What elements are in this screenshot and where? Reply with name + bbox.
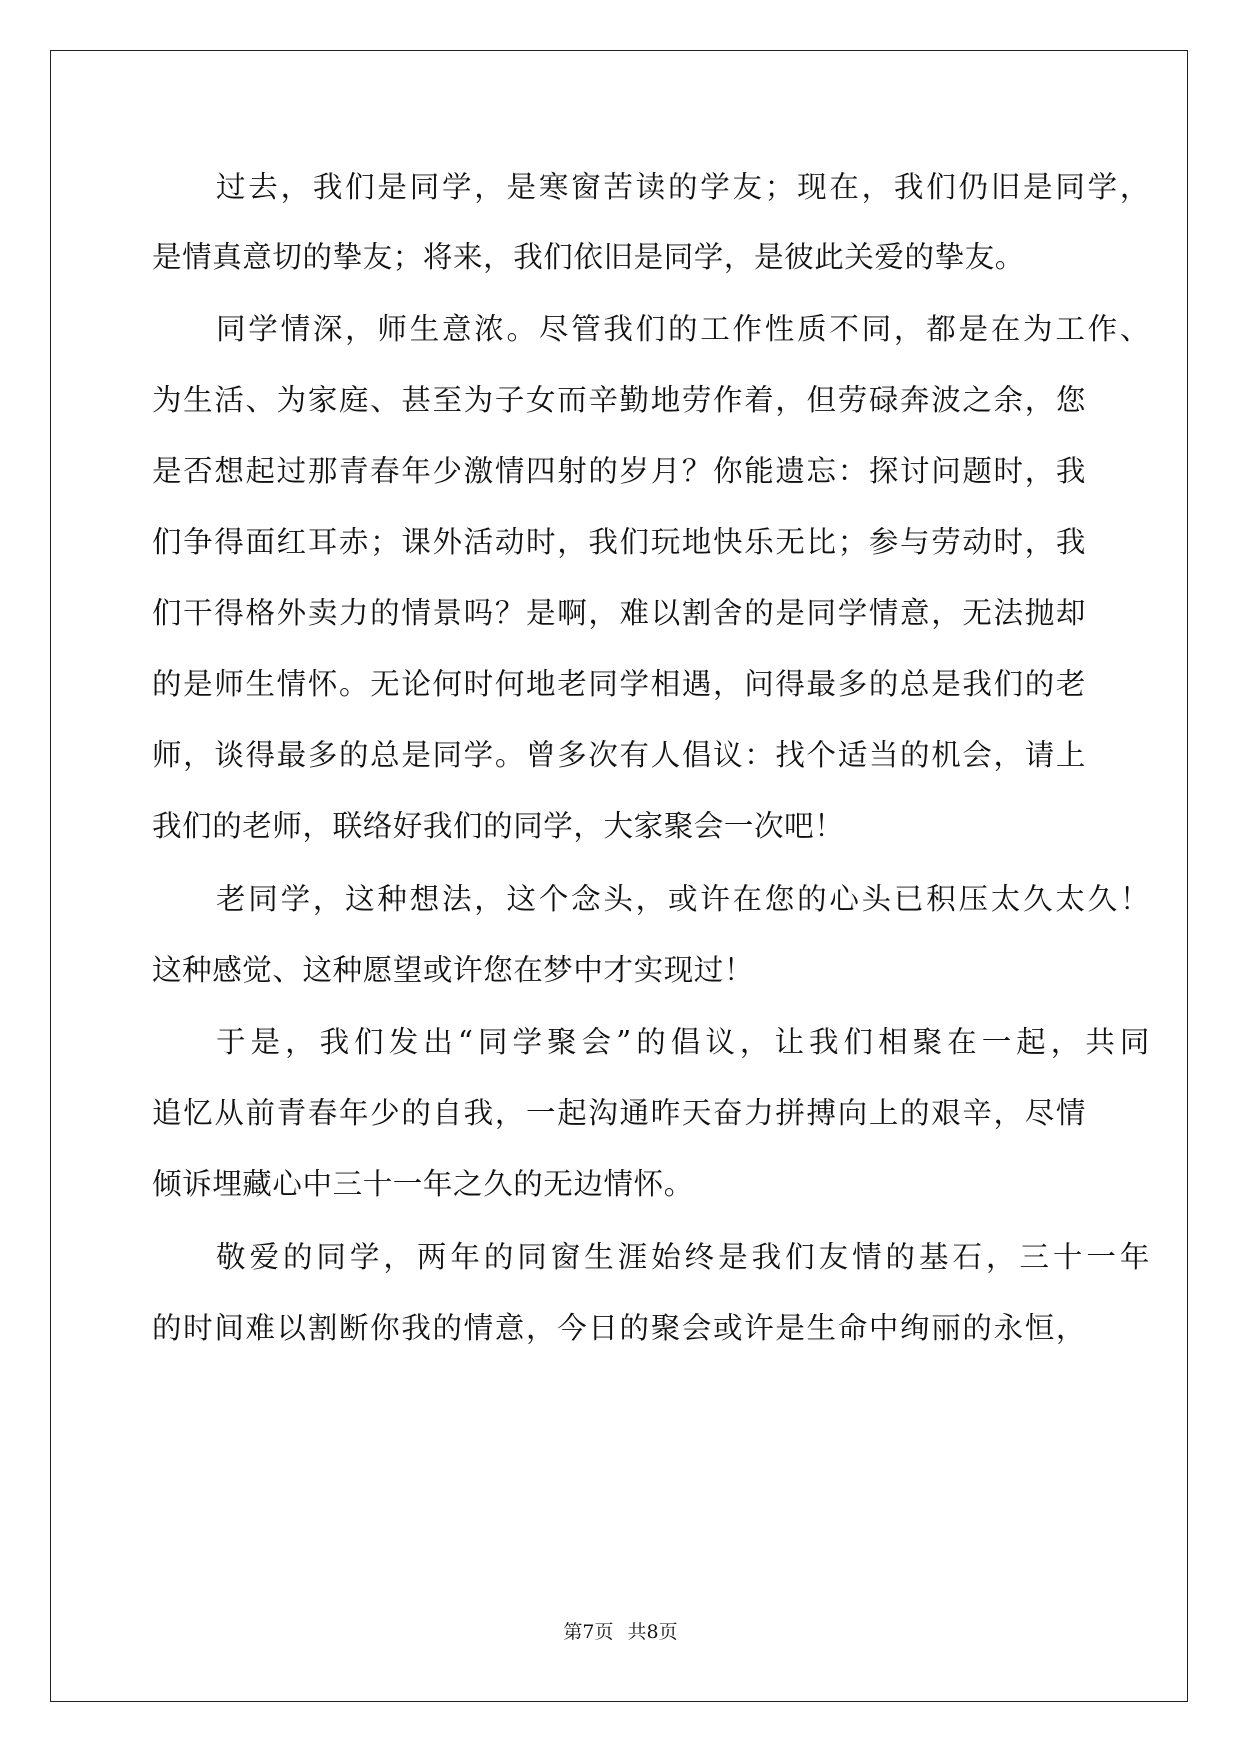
paragraph-4-line-1: 于是，我们发出“同学聚会”的倡议，让我们相聚在一起，共同 bbox=[216, 1025, 1150, 1059]
paragraph-2-line-7: 师，谈得最多的总是同学。曾多次有人倡议：找个适当的机会，请上 bbox=[152, 738, 1086, 772]
paragraph-4-line-2: 追忆从前青春年少的自我，一起沟通昨天奋力拼搏向上的艰辛，尽情 bbox=[152, 1096, 1086, 1130]
page-total: 共8页 bbox=[627, 1621, 678, 1643]
paragraph-1-line-2: 是情真意切的挚友；将来，我们依旧是同学，是彼此关爱的挚友。 bbox=[152, 240, 1025, 274]
paragraph-2-line-3: 是否想起过那青春年少激情四射的岁月？你能遗忘：探讨问题时，我 bbox=[152, 454, 1086, 488]
page-border bbox=[50, 50, 1188, 1702]
paragraph-2-line-4: 们争得面红耳赤；课外活动时，我们玩地快乐无比；参与劳动时，我 bbox=[152, 525, 1086, 559]
paragraph-4-line-3: 倾诉埋藏心中三十一年之久的无边情怀。 bbox=[152, 1167, 694, 1201]
paragraph-3-line-2: 这种感觉、这种愿望或许您在梦中才实现过！ bbox=[152, 953, 755, 987]
paragraph-2-line-8: 我们的老师，联络好我们的同学，大家聚会一次吧！ bbox=[152, 809, 845, 843]
paragraph-2-line-2: 为生活、为家庭、甚至为子女而辛勤地劳作着，但劳碌奔波之余，您 bbox=[152, 383, 1086, 417]
paragraph-2-line-1: 同学情深，师生意浓。尽管我们的工作性质不同，都是在为工作、 bbox=[216, 312, 1150, 346]
paragraph-2-line-6: 的是师生情怀。无论何时何地老同学相遇，问得最多的总是我们的老 bbox=[152, 667, 1086, 701]
paragraph-5-line-2: 的时间难以割断你我的情意，今日的聚会或许是生命中绚丽的永恒， bbox=[152, 1311, 1086, 1345]
paragraph-3-line-1: 老同学，这种想法，这个念头，或许在您的心头已积压太久太久！ bbox=[216, 882, 1150, 916]
paragraph-1-line-1: 过去，我们是同学，是寒窗苦读的学友；现在，我们仍旧是同学， bbox=[216, 170, 1150, 204]
paragraph-5-line-1: 敬爱的同学，两年的同窗生涯始终是我们友情的基石，三十一年 bbox=[216, 1240, 1150, 1274]
page-number: 第7页 bbox=[563, 1621, 614, 1643]
paragraph-2-line-5: 们干得格外卖力的情景吗？是啊，难以割舍的是同学情意，无法抛却 bbox=[152, 596, 1086, 630]
page-footer bbox=[0, 1620, 1241, 1644]
